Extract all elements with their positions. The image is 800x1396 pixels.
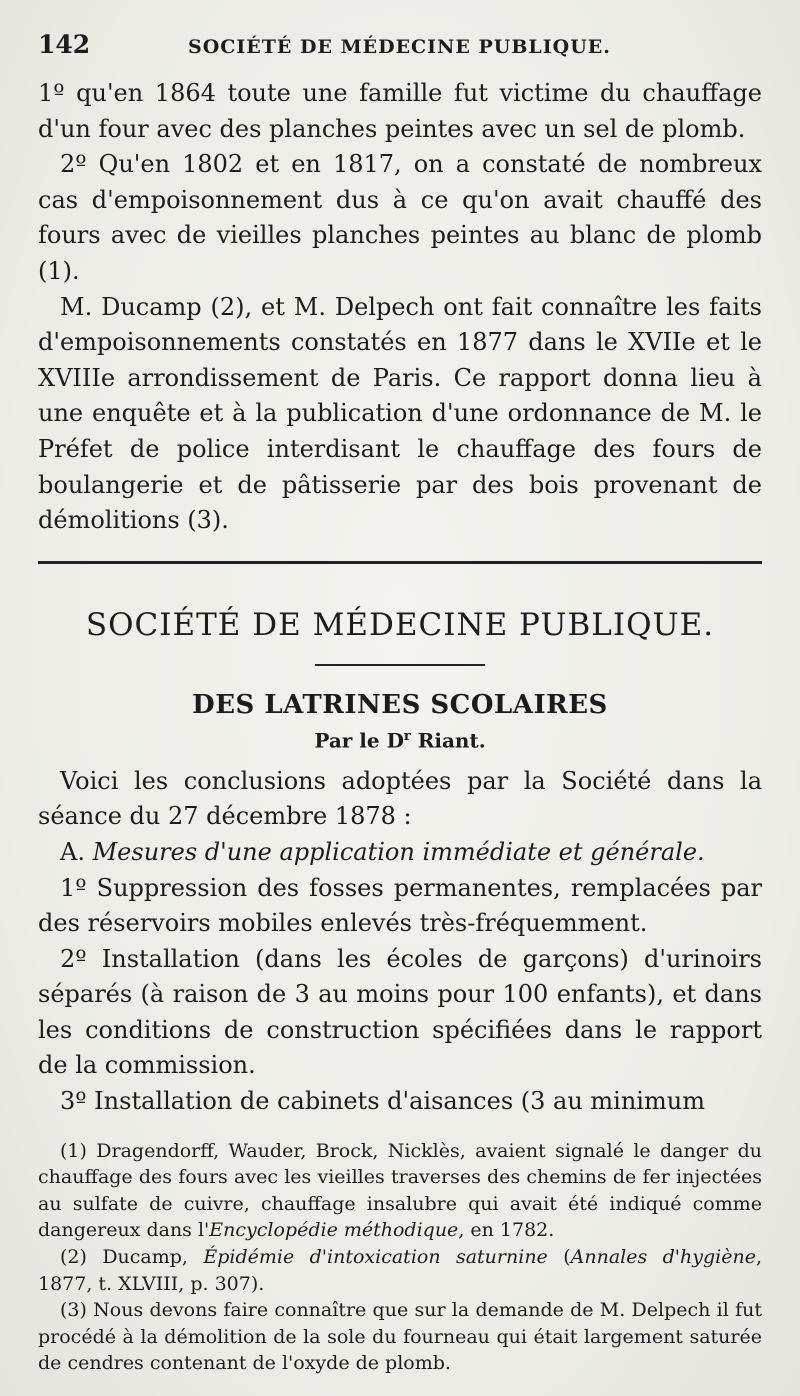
article-item-3: 3º Installation de cabinets d'aisances (3 au minimum <box>60 1087 705 1116</box>
footnote-3: (3) Nous devons faire connaître que sur la demande de M. Delpech il fut procédé à la démolition de la sole du fourneau qui était largement saturée de cendres contenant de l'oxyde de plomb. <box>38 1299 762 1375</box>
article-byline <box>38 722 762 752</box>
title-rule <box>315 664 485 666</box>
subheading-text: Mesures d'une application immédiate et générale. <box>92 837 705 866</box>
article-subheading <box>38 835 762 871</box>
page-header <box>38 30 762 76</box>
article-intro: Voici les conclusions adoptées par la Société dans la séance du 27 décembre 1878 : <box>38 766 762 831</box>
footnote-2 <box>38 1244 762 1297</box>
paragraph-2: 2º Qu'en 1802 et en 1817, on a constaté de nombreux cas d'empoisonnement dus à ce qu'on avait chauffé des fours avec de vieilles planches peintes au blanc de plomb (1). <box>38 150 762 285</box>
article-item-1: 1º Suppression des fosses permanentes, remplacées par des réservoirs mobiles enlevés très-fréquemment. <box>38 873 762 938</box>
byline-sup: r <box>403 728 411 744</box>
footnote-1-end: , en 1782. <box>458 1219 555 1242</box>
footnote-2-end: , 1877, t. XLVIII, p. 307). <box>38 1246 763 1295</box>
article-body <box>38 764 762 1120</box>
byline-name: Riant. <box>410 728 486 753</box>
section-divider <box>38 561 762 564</box>
page-number: 142 <box>38 30 91 59</box>
footnote-2-italic-1: Épidémie d'intoxication saturnine <box>203 1246 548 1269</box>
subheading-letter: A. <box>60 837 93 866</box>
article-item-2: 2º Installation (dans les écoles de garçons) d'urinoirs séparés (à raison de 3 au moins pour 100 enfants), et dans les conditions de construction spécifiées dans le rapport de la commission. <box>38 944 762 1080</box>
footnote-2-mid: ( <box>547 1246 571 1269</box>
footnote-2-start: (2) Ducamp, <box>60 1246 204 1269</box>
article-title: DES LATRINES SCOLAIRES <box>192 689 608 720</box>
footnote-1 <box>38 1138 762 1244</box>
running-head: SOCIÉTÉ DE MÉDECINE PUBLIQUE. <box>188 36 611 58</box>
paragraph-3: M. Ducamp (2), et M. Delpech ont fait connaître les faits d'empoisonnements constatés en 1877 dans le XVIIe et le XVIIIe arrondissement de Paris. Ce rapport donna lieu à une enquête et à la publication d'une ordonnance de M. le Préfet de police interdisant le chauffage des fours de boulangerie et de pâtisserie par des bois provenant de démolitions (3). <box>38 292 762 535</box>
footnotes <box>38 1138 762 1377</box>
footnote-1-text: (1) Dragendorff, Wauder, Brock, Nicklès, avaient signalé le danger du chauffage des fours avec les vieilles traverses des chemins de fer injectées au sulfate de cuivre, chauffage insalubre qui avait été indiqué comme dangereux dans l' <box>38 1139 762 1242</box>
top-text <box>38 76 762 539</box>
paragraph-1: 1º qu'en 1864 toute une famille fut victime du chauffage d'un four avec des planches peintes avec un sel de plomb. <box>38 79 762 143</box>
footnote-2-italic-2: Annales d'hygiène <box>570 1246 756 1269</box>
footnote-1-italic: Encyclopédie méthodique <box>209 1219 459 1242</box>
section-title: SOCIÉTÉ DE MÉDECINE PUBLIQUE. <box>85 606 715 643</box>
byline-prefix: Par le D <box>314 728 404 753</box>
